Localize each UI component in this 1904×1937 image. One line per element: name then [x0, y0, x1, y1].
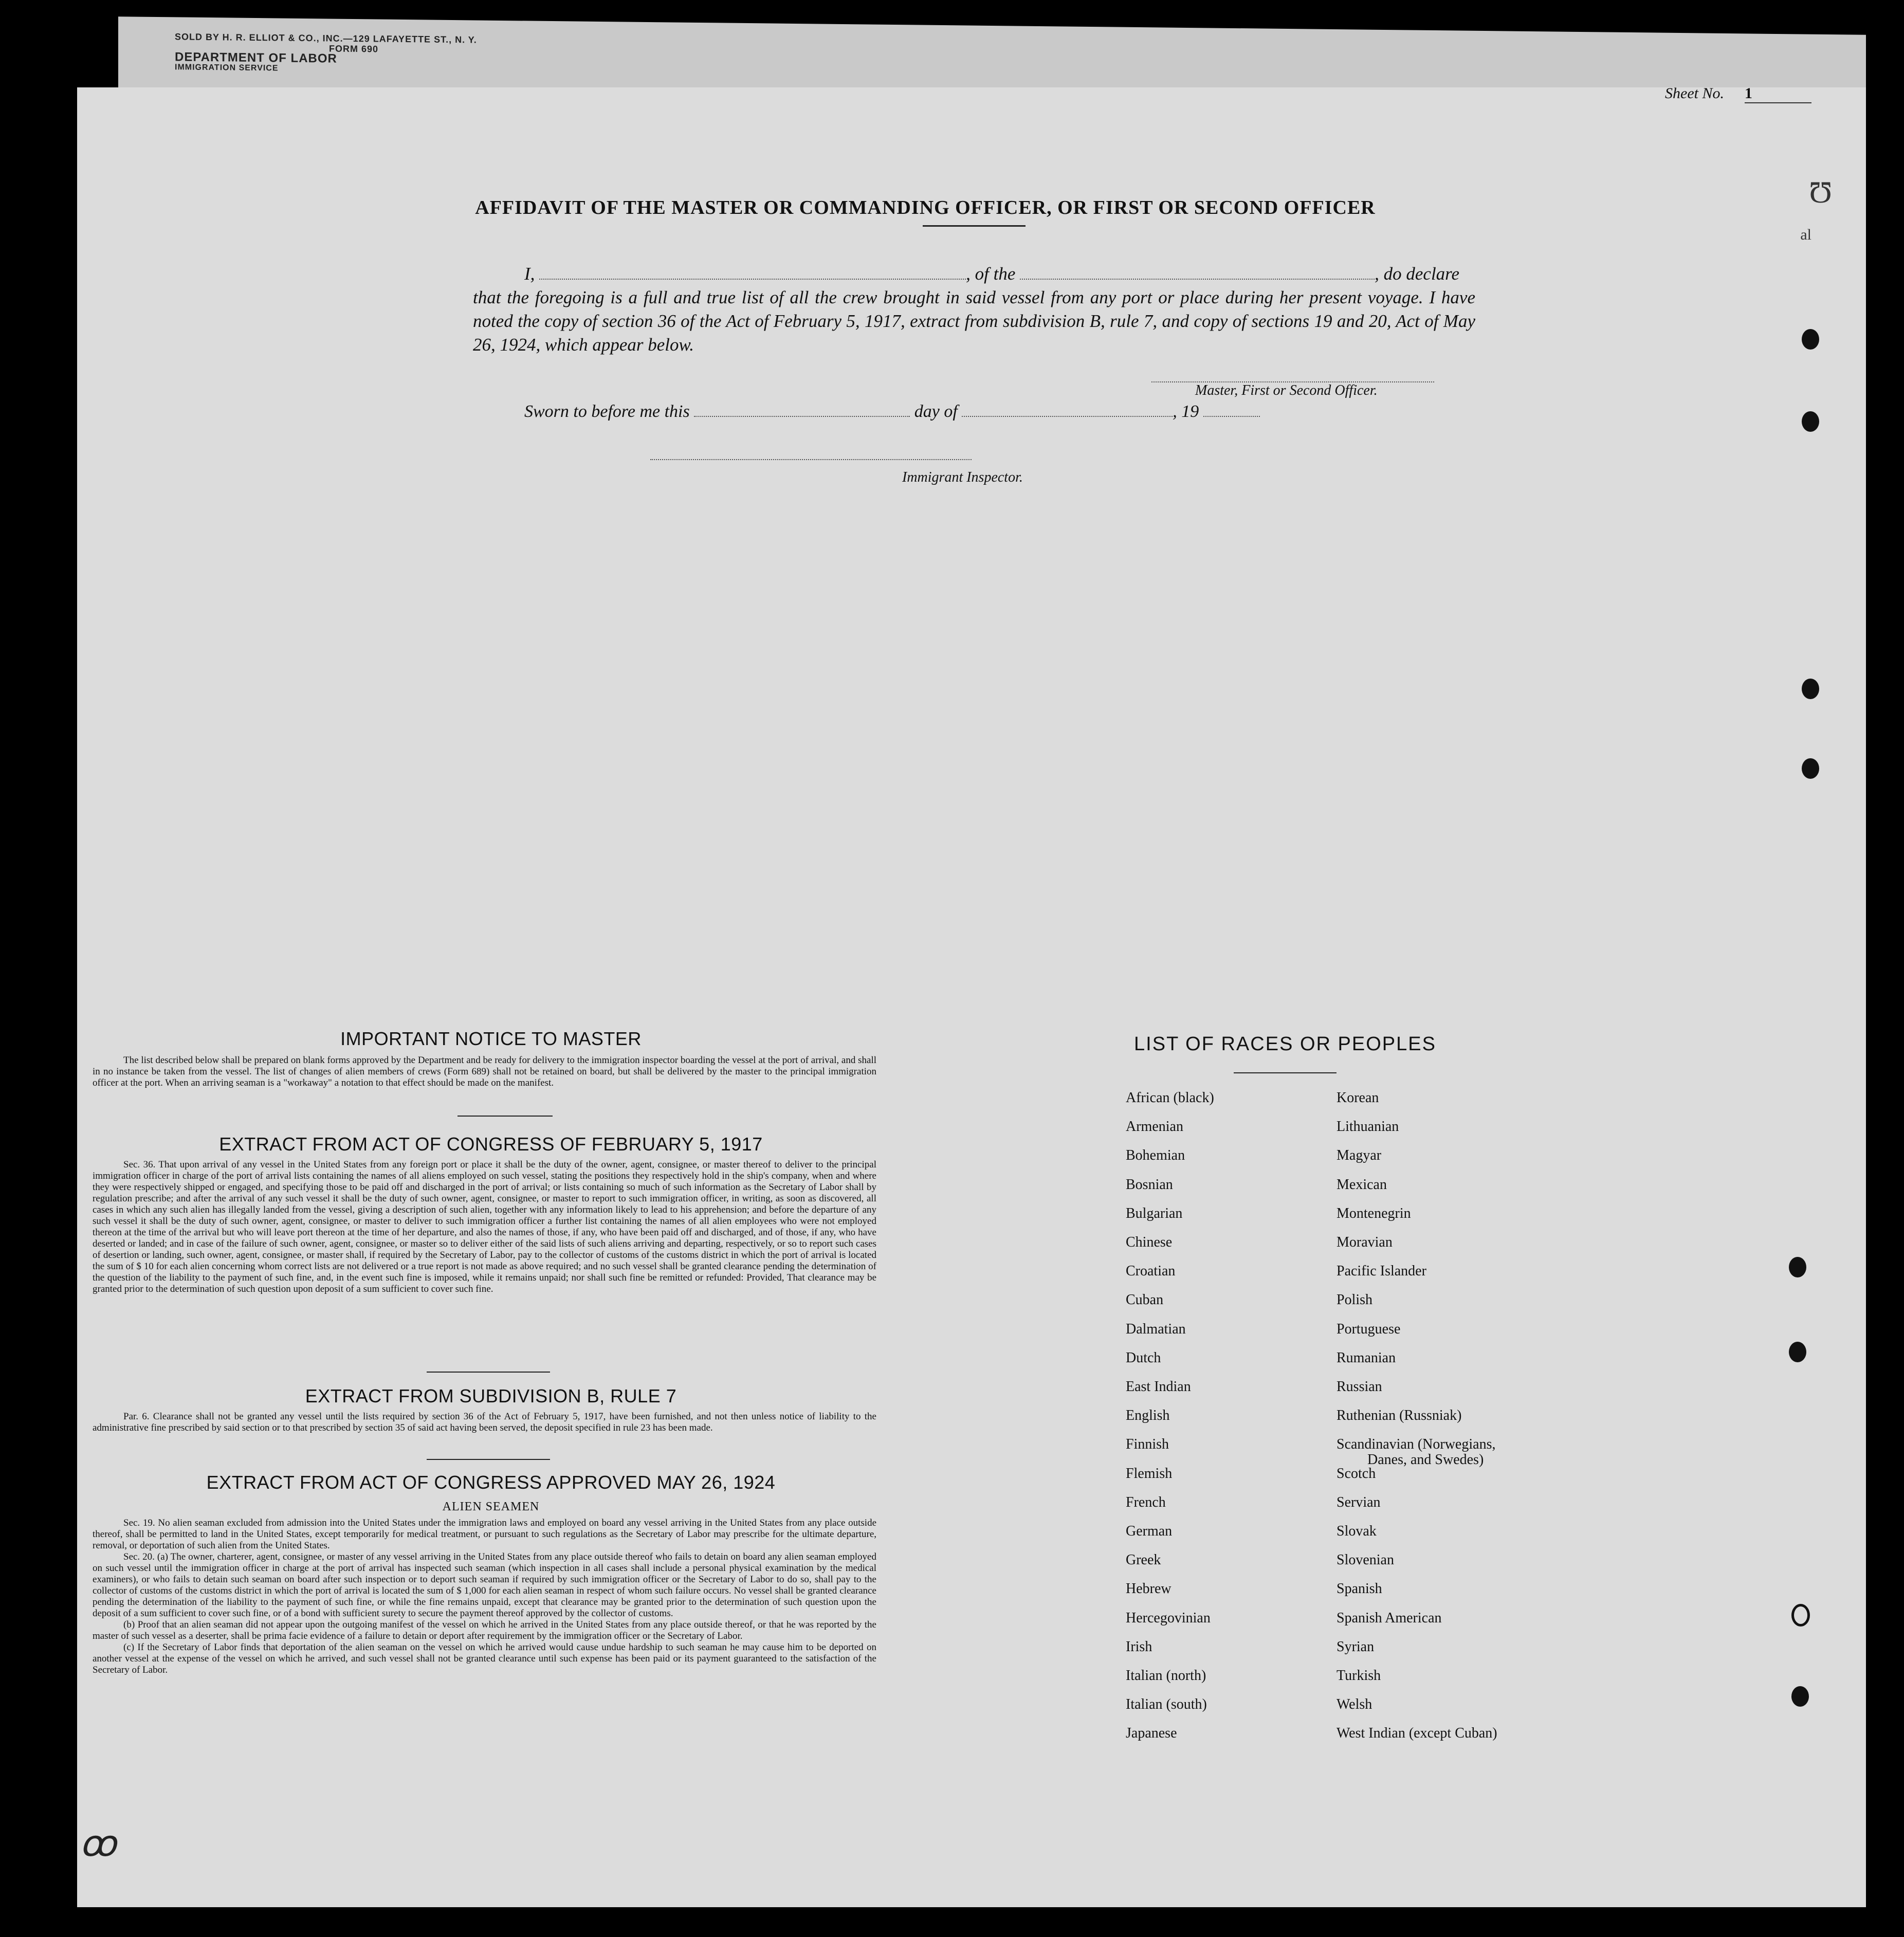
race-item: Hercegovinian — [1126, 1610, 1211, 1626]
race-item: Welsh — [1337, 1696, 1372, 1713]
race-item: African (black) — [1126, 1090, 1214, 1106]
sworn-year-field[interactable] — [1203, 403, 1260, 417]
race-item: Syrian — [1337, 1638, 1375, 1655]
imprint-line: SOLD BY H. R. ELLIOT & CO., INC.—129 LAFAYETTE ST., N. Y. — [175, 31, 477, 45]
sworn-year-label: , 19 — [1173, 402, 1199, 421]
race-item: Bohemian — [1126, 1147, 1185, 1164]
sheet-number — [1665, 85, 1811, 103]
extract-1924-text — [93, 1518, 876, 1676]
extract-1924-title: EXTRACT FROM ACT OF CONGRESS APPROVED MAY 26, 1924 — [206, 1472, 776, 1493]
section-20c-paragraph: (c) If the Secretary of Labor finds that deportation of the alien seaman on the vessel on which he arrived would cause undue hardship to such seaman he may cause him to be deported on another vessel at the expense of the vessel on which he arrived, and such vessel shall not be granted clearance until such expense has been paid or its payment guaranteed to the satisfaction of the Secretary of Labor. — [93, 1642, 876, 1675]
race-item: Chinese — [1126, 1234, 1173, 1250]
race-item: German — [1126, 1523, 1173, 1539]
race-item: Bosnian — [1126, 1176, 1173, 1193]
race-item: Scandinavian (Norwegians, — [1337, 1436, 1496, 1453]
name-field[interactable] — [539, 264, 966, 280]
inspector-signature-line[interactable] — [650, 459, 972, 460]
race-item: Servian — [1337, 1494, 1381, 1510]
race-item: Irish — [1126, 1638, 1152, 1655]
affidavit-title: AFFIDAVIT OF THE MASTER OR COMMANDING OFFICER, OR FIRST OR SECOND OFFICER — [475, 197, 1376, 218]
race-item: Turkish — [1337, 1668, 1381, 1684]
races-rule — [1234, 1072, 1337, 1073]
sworn-day-label: day of — [914, 402, 958, 421]
binder-hole — [1791, 1604, 1810, 1627]
divider — [427, 1372, 550, 1373]
binder-hole — [1791, 1686, 1809, 1707]
race-item: Lithuanian — [1337, 1119, 1399, 1135]
race-item: Spanish — [1337, 1581, 1382, 1597]
affidavit-i: I, — [524, 264, 535, 284]
vessel-field[interactable] — [1020, 264, 1375, 280]
sheet-number-value: 1 — [1745, 85, 1811, 103]
binder-hole — [1802, 411, 1819, 432]
rule-7-title: EXTRACT FROM SUBDIVISION B, RULE 7 — [305, 1385, 677, 1406]
form-number: FORM 690 — [329, 43, 379, 54]
section-20b-paragraph: (b) Proof that an alien seaman did not appear upon the outgoing manifest of the vessel on which he arrived in the United States from any place outside thereof, or that he was reported by the master of such vessel as a deserter, shall be prima facie evidence of a failure to detain or deport after requirement by the immigration officer or the Secretary of Labor. — [93, 1619, 876, 1641]
race-item: West Indian (except Cuban) — [1337, 1725, 1497, 1742]
notice-title: IMPORTANT NOTICE TO MASTER — [340, 1028, 642, 1049]
sworn-month-field[interactable] — [962, 403, 1173, 417]
form-imprint — [175, 31, 477, 76]
race-item: Portuguese — [1337, 1321, 1401, 1337]
notice-text — [93, 1055, 876, 1089]
rule-7-paragraph: Par. 6. Clearance shall not be granted any vessel until the lists required by section 36 of the Act of February 5, 1917, have been furnished, and not then unless notice of liability to the administrative fine prescribed by said section or to that prescribed by section 35 of said act having been served, the deposit specified in rule 23 has been made. — [93, 1411, 876, 1433]
sworn-date-field[interactable] — [694, 403, 910, 417]
race-item: Greek — [1126, 1552, 1161, 1568]
race-item: Bulgarian — [1126, 1205, 1183, 1221]
section-36-paragraph: Sec. 36. That upon arrival of any vessel in the United States from any foreign port or place it shall be the duty of the owner, agent, consignee, or master thereof to deliver to the principal immigration officer in charge of the port of arrival lists containing the names of all aliens employed on such vessel, stating the positions they respectively hold in the ship's company, when and where they were respectively shipped or engaged, and specifying those to be paid off and discharged in the port of arrival; or lists containing so much of such information as the Secretary of Labor shall by regulation prescribe; and after the arrival of any such vessel it shall be the duty of such owner, agent, consignee, or master to report to such immigration officer, in writing, as soon as discovered, all cases in which any such alien has illegally landed from the vessel, giving a description of such alien, together with any information likely to lead to his apprehension; and before the departure of any such vessel it shall be the duty of such owner, agent, consignee, or master to deliver to such immigration officer a further list containing the names of all alien employees who were not employed thereon at the time of the arrival but who will leave port thereon at the time of her departure, and also the names of those, if any, who have been paid off and discharged, and of those, if any, who have deserted or landed; and in case of the failure of such owner, agent, consignee, or master so to deliver either of the said lists of such aliens arriving and departing, respectively, or so to report such cases of desertion or landing, such owner, agent, consignee, or master shall, if required by the Secretary of Labor, pay to the collector of customs of the customs district in which the port of arrival is located the sum of $ 10 for each alien concerning whom correct lists are not delivered or a true report is not made as above required; and no such vessel shall be granted clearance pending the determination of the question of the liability to the payment of such fine, and, in the event such fine is imposed, while it remains unpaid; nor shall such fine be remitted or refunded: Provided, That clearance may be granted prior to the determination of such question upon deposit of a sum sufficient to cover such fine. — [93, 1159, 876, 1294]
affidavit-text — [473, 262, 1475, 357]
race-item: Polish — [1337, 1292, 1373, 1308]
divider — [457, 1116, 553, 1117]
affidavit-of-the: , of the — [966, 264, 1016, 284]
rule-7-text — [93, 1411, 876, 1434]
affidavit-body: that the foregoing is a full and true list of all the crew brought in said vessel from any port or place during her present voyage. I have noted the copy of section 36 of the Act of February 5, 1917, extract from subdivision B, rule 7, and copy of sections 19 and 20, Act of May 26, 1924, which appear below. — [473, 287, 1475, 355]
race-item: Dutch — [1126, 1349, 1161, 1366]
alien-seamen-subtitle: ALIEN SEAMEN — [442, 1500, 540, 1513]
binder-hole — [1789, 1342, 1806, 1362]
binder-hole — [1802, 679, 1819, 699]
handwritten-mark: ꝏ — [80, 1824, 117, 1864]
race-item: Cuban — [1126, 1292, 1164, 1308]
race-item: Slovak — [1337, 1523, 1377, 1539]
race-item: Pacific Islander — [1337, 1263, 1426, 1280]
race-item: Moravian — [1337, 1234, 1393, 1250]
race-item: Finnish — [1126, 1436, 1169, 1453]
race-item: Spanish American — [1337, 1610, 1442, 1626]
race-item: Ruthenian (Russniak) — [1337, 1408, 1462, 1424]
race-item: Croatian — [1126, 1263, 1176, 1280]
section-19-paragraph: Sec. 19. No alien seaman excluded from admission into the United States under the immigration laws and employed on board any vessel arriving in the United States from any place outside thereof, shall be permitted to land in the United States, except temporarily for medical treatment, or pursuant to such regulations as the Secretary of Labor may prescribe for the ultimate departure, removal, or deportation of such alien from the United States. — [93, 1518, 876, 1551]
partial-text-mark: al — [1800, 226, 1811, 243]
race-item: French — [1126, 1494, 1166, 1510]
notice-paragraph: The list described below shall be prepared on blank forms approved by the Department and be ready for delivery to the immigration inspector boarding the vessel at the port of arrival, and shall in no instance be taken from the vessel. The list of changes of alien members of crews (Form 689) shall not be retained on board, but shall be delivered by the master to the principal immigration officer at the port. When an arriving seaman is a "workaway" a notation to that effect should be made on the manifest. — [93, 1055, 876, 1088]
divider — [427, 1459, 550, 1460]
handwritten-mark: Ʊ — [1809, 175, 1832, 209]
extract-1917-title: EXTRACT FROM ACT OF CONGRESS OF FEBRUARY 5, 1917 — [219, 1134, 763, 1155]
race-item: Scotch — [1337, 1465, 1376, 1482]
race-item: English — [1126, 1408, 1170, 1424]
races-title: LIST OF RACES OR PEOPLES — [1134, 1033, 1436, 1055]
binder-hole — [1802, 758, 1819, 779]
race-item: Magyar — [1337, 1147, 1382, 1164]
race-item: Korean — [1337, 1090, 1379, 1106]
department-name: DEPARTMENT OF LABOR — [175, 50, 337, 66]
service-name: IMMIGRATION SERVICE — [175, 63, 279, 73]
binder-hole — [1802, 329, 1819, 350]
binder-hole — [1789, 1257, 1806, 1277]
race-item: Rumanian — [1337, 1349, 1396, 1366]
sworn-prefix: Sworn to before me this — [524, 402, 690, 421]
race-item: Italian (north) — [1126, 1668, 1206, 1684]
section-20a-paragraph: Sec. 20. (a) The owner, charterer, agent, consignee, or master of any vessel arriving in the United States from any place outside thereof who fails to detain on board any alien seaman employed on such vessel until the immigration officer in charge at the port of arrival has inspected such seaman (which inspection in all cases shall include a personal physical examination by the medical examiners), or who fails to detain such seaman on board after such inspection or to deport such seaman if required by such immigration officer or the Secretary of Labor to do so, shall pay to the collector of customs of the customs district in which the port of arrival is located the sum of $ 1,000 for each alien seaman in respect of whom such failure occurs. No vessel shall be granted clearance pending the determination of the liability to the payment of such fine, or while the fine remains unpaid, except that clearance may be granted prior to the determination of such question upon the deposit of a sum sufficient to cover such fine, or of a bond with sufficient surety to secure the payment thereof approved by the collector of customs. — [93, 1551, 876, 1619]
race-item: East Indian — [1126, 1379, 1191, 1395]
inspector-label: Immigrant Inspector. — [902, 469, 1023, 485]
race-item: Japanese — [1126, 1725, 1177, 1742]
race-item: Italian (south) — [1126, 1696, 1207, 1713]
sworn-line — [524, 402, 1260, 422]
race-item: Hebrew — [1126, 1581, 1171, 1597]
race-item: Armenian — [1126, 1119, 1183, 1135]
race-item: Dalmatian — [1126, 1321, 1186, 1337]
affidavit-declare: , do declare — [1375, 264, 1460, 284]
extract-1917-text — [93, 1159, 876, 1295]
title-rule — [923, 225, 1026, 227]
race-item: Slovenian — [1337, 1552, 1394, 1568]
race-item: Montenegrin — [1337, 1205, 1411, 1221]
race-item: Russian — [1337, 1379, 1382, 1395]
race-item: Flemish — [1126, 1465, 1173, 1482]
race-item: Mexican — [1337, 1176, 1387, 1193]
race-item: Danes, and Swedes) — [1367, 1452, 1484, 1468]
sheet-label: Sheet No. — [1665, 85, 1724, 102]
master-label: Master, First or Second Officer. — [1195, 382, 1378, 398]
